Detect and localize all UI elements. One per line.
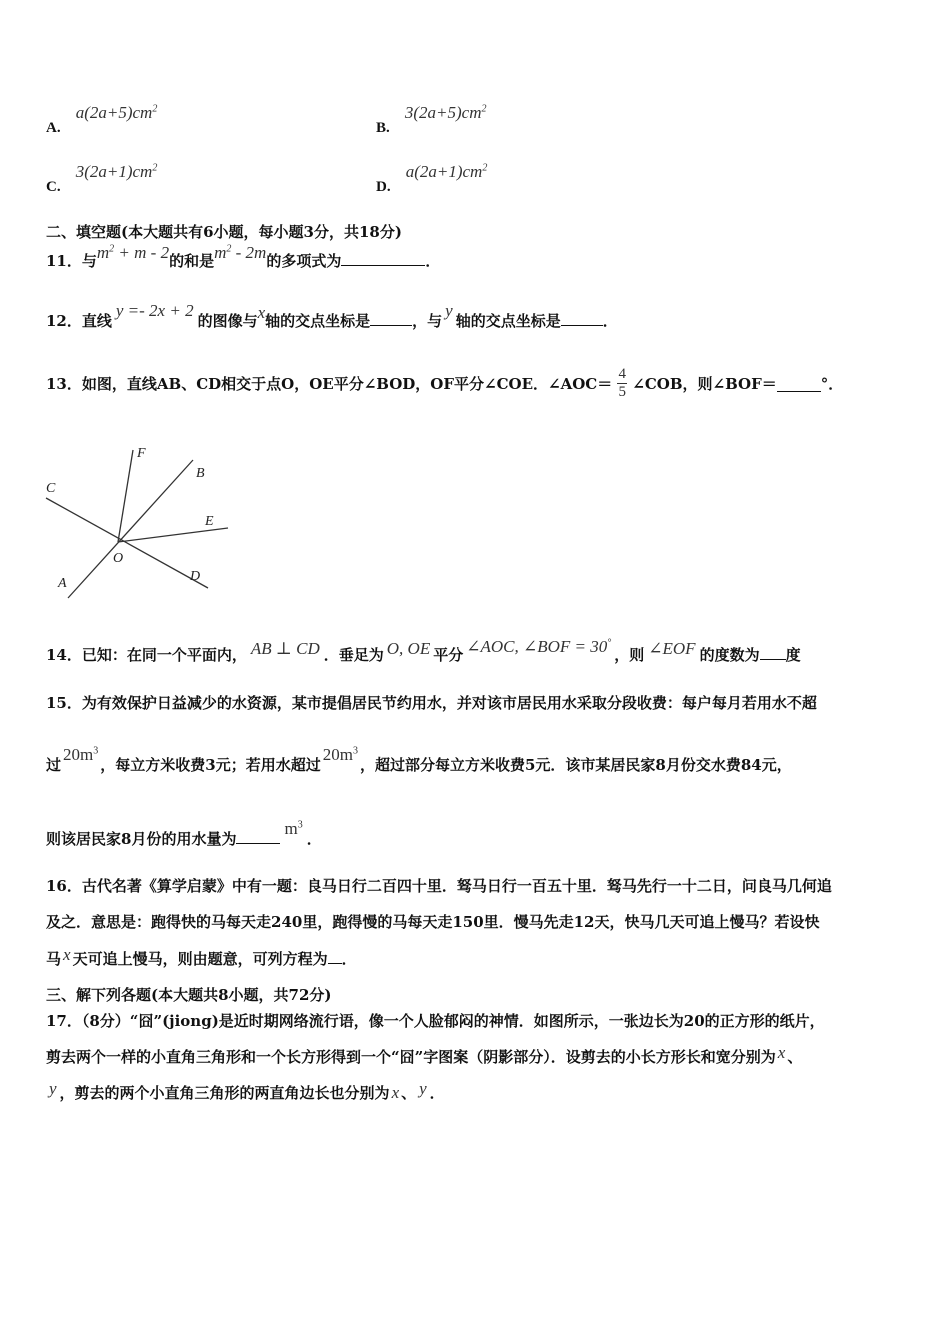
question-13: 13．如图，直线AB、CD相交于点O，OE平分∠BOD，OF平分∠COE．∠AOC＝ $\frac{4}{5}$ ∠COB，则∠BOF＝ °． (46, 366, 844, 400)
q15-answer-blank (236, 828, 280, 844)
option-a-expr: $a(2a+5)cm^2$ (75, 103, 158, 122)
question-11: 11．与$m^2 + m - 2$的和是$m^2 - 2m$的多项式为 ． (46, 243, 441, 270)
option-d (376, 162, 488, 195)
label-f: F (137, 446, 146, 461)
angle-figure (40, 440, 240, 610)
question-15-line-1: 15．为有效保护日益减少的水资源，某市提倡居民节约用水，并对该市居民用水采取分段收费：每户每月若用水不超 (46, 694, 817, 712)
label-c: C (46, 481, 56, 496)
q14-answer-blank (760, 644, 786, 660)
option-a-label: A. (46, 120, 61, 136)
option-d-expr: $a(2a+1)cm^2$ (405, 162, 488, 181)
line-cd (46, 498, 208, 588)
question-12: 12．直线y =- 2x + 2的图像与x轴的交点坐标是 ，与y轴的交点坐标是 ． (46, 301, 618, 330)
question-17-line-1: 17．（8分）“囧”(jiong)是近时期网络流行语，像一个人脸郁闷的神情．如图所示，一张边长为20的正方形的纸片， (46, 1012, 825, 1030)
section-3-title: 三、解下列各题(本大题共8小题，共72分) (46, 986, 332, 1004)
option-c-label: C. (46, 179, 61, 195)
option-b-expr: $3(2a+5)cm^2$ (404, 103, 487, 122)
q16-answer-blank (328, 948, 342, 964)
fraction-4-5: $\frac{4}{5}$ (618, 366, 626, 400)
label-o: O (113, 551, 124, 566)
option-b-label: B. (376, 120, 390, 136)
question-14: 14．已知：在同一个平面内， AB ⊥ CD ．垂足为 O, OE 平分 ∠AOC, ∠BOF = 30°，则 ∠EOF 的度数为 度 (46, 637, 801, 664)
line-ab (68, 460, 193, 598)
q13-answer-blank (777, 376, 821, 392)
label-b: B (196, 466, 205, 481)
label-d: D (190, 569, 201, 584)
option-c-expr: $3(2a+1)cm^2$ (75, 162, 158, 181)
q11-answer-blank (341, 250, 425, 266)
option-a (46, 103, 158, 136)
question-16-line-3: 马 x 天可追上慢马，则由题意，可列方程为 ． (46, 945, 357, 968)
question-17-line-2: 剪去两个一样的小直角三角形和一个长方形得到一个“囧”字图案（阴影部分）．设剪去的小长方形长和宽分别为 x 、 (46, 1043, 803, 1066)
ray-oe (118, 528, 228, 542)
option-b (376, 103, 487, 136)
question-17-line-3: y ，剪去的两个小直角三角形的两直角边长也分别为 x 、 y ． (49, 1079, 445, 1102)
label-a: A (58, 576, 67, 591)
question-16-line-1: 16．古代名著《算学启蒙》中有一题：良马日行二百四十里．驽马日行一百五十里．驽马先行一十二日，问良马几何追 (46, 877, 832, 895)
section-2-title: 二、填空题(本大题共有6小题，每小题3分，共18分) (46, 223, 402, 241)
question-15-line-2: 过$20m^3$，每立方米收费3元；若用水超过$20m^3$，超过部分每立方米收费5元．该市某居民家8月份交水费84元， (46, 745, 792, 774)
question-15-line-3: 则该居民家8月份的用水量为$m^3$． (46, 819, 322, 848)
q12-answer-blank-1 (370, 310, 412, 326)
label-e: E (205, 514, 214, 529)
question-16-line-2: 及之．意思是：跑得快的马每天走240里，跑得慢的马每天走150里．慢马先走12天，快马几天可追上慢马？若设快 (46, 913, 820, 931)
q12-answer-blank-2 (561, 310, 603, 326)
option-c (46, 162, 158, 195)
option-d-label: D. (376, 179, 391, 195)
